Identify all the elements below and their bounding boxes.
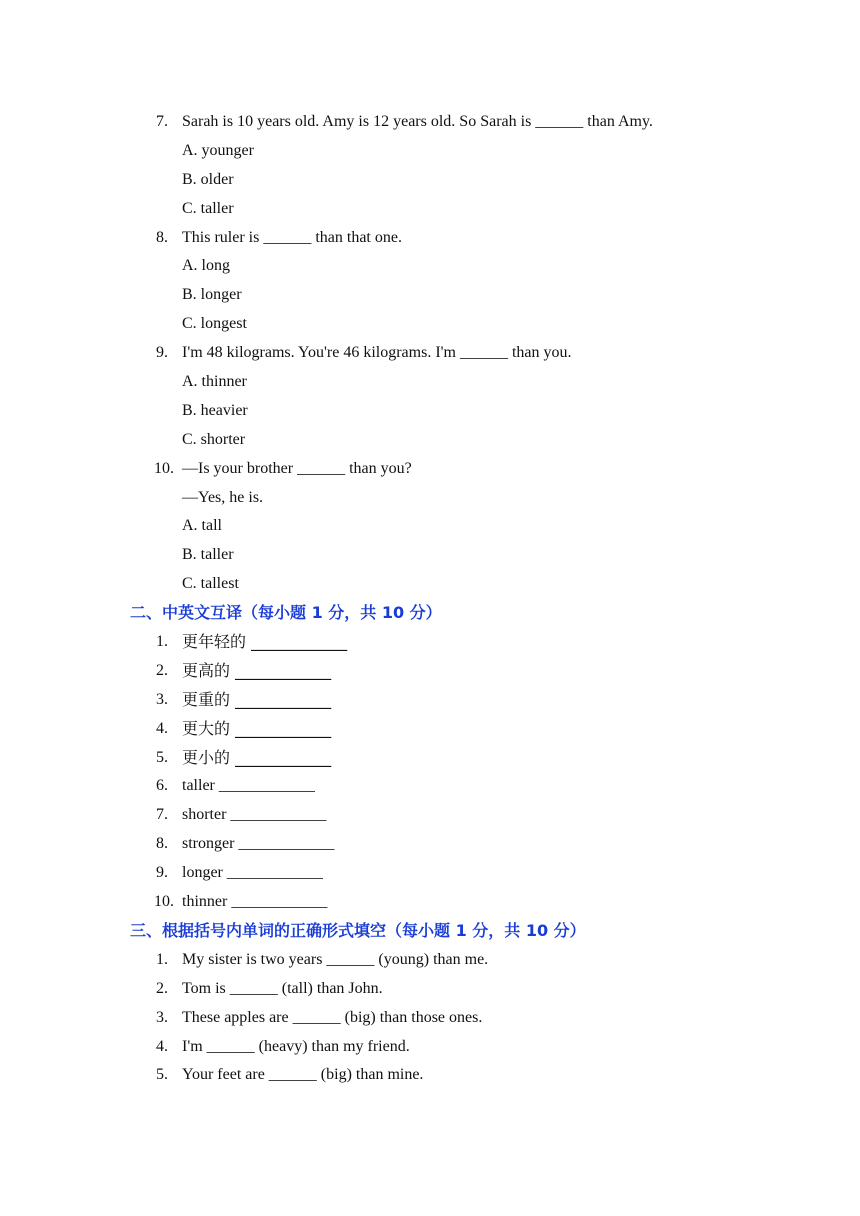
item-number: 2. <box>156 979 168 997</box>
translation-item <box>0 628 860 657</box>
item-text: My sister is two years ______ (young) than me. <box>182 950 489 968</box>
worksheet-page <box>0 108 860 1090</box>
reply-text: —Yes, he is. <box>182 488 264 506</box>
option-text: A. younger <box>182 141 254 159</box>
fill-in-item <box>0 1033 860 1062</box>
question-8 <box>0 224 860 253</box>
option-text: C. tallest <box>182 575 239 593</box>
section-heading-translation <box>0 599 860 628</box>
question-number: 9. <box>156 344 168 362</box>
item-number: 4. <box>156 719 168 737</box>
translation-item <box>0 859 860 888</box>
item-text: stronger ____________ <box>182 835 335 853</box>
option-text: C. longest <box>182 315 247 333</box>
translation-item <box>0 744 860 773</box>
option-text: C. shorter <box>182 430 246 448</box>
option-text: B. longer <box>182 286 242 304</box>
translation-item <box>0 686 860 715</box>
translation-item <box>0 888 860 917</box>
item-number: 3. <box>156 1008 168 1026</box>
option-text: A. thinner <box>182 373 247 391</box>
option <box>0 195 860 224</box>
question-stem: —Is your brother ______ than you? <box>182 459 412 477</box>
item-number: 8. <box>156 835 168 853</box>
item-number: 3. <box>156 690 168 708</box>
fill-in-item <box>0 1061 860 1090</box>
fill-in-item <box>0 946 860 975</box>
item-text: longer ____________ <box>182 864 323 882</box>
question-stem: Sarah is 10 years old. Amy is 12 years old. So Sarah is ______ than Amy. <box>182 113 653 130</box>
option <box>0 570 860 599</box>
item-number: 4. <box>156 1037 168 1055</box>
translation-item <box>0 830 860 859</box>
option <box>0 310 860 339</box>
option-text: B. older <box>182 170 234 188</box>
item-number: 5. <box>156 748 168 766</box>
option-text: C. taller <box>182 199 234 217</box>
item-text: I'm ______ (heavy) than my friend. <box>182 1037 410 1055</box>
item-text: 更小的 ____________ <box>182 747 332 767</box>
item-text: 更高的 ____________ <box>182 660 332 680</box>
option <box>0 541 860 570</box>
item-number: 7. <box>156 806 168 824</box>
question-10 <box>0 455 860 484</box>
item-text: taller ____________ <box>182 777 315 795</box>
item-text: These apples are ______ (big) than those ones. <box>182 1008 483 1026</box>
option-text: B. heavier <box>182 401 248 419</box>
fill-in-item <box>0 975 860 1004</box>
question-stem: This ruler is ______ than that one. <box>182 228 402 246</box>
option-text: A. long <box>182 257 230 275</box>
item-text: 更年轻的 ____________ <box>182 632 348 652</box>
item-number: 6. <box>156 777 168 795</box>
item-text: Your feet are ______ (big) than mine. <box>182 1066 424 1084</box>
item-number: 5. <box>156 1066 168 1084</box>
option <box>0 166 860 195</box>
translation-item <box>0 801 860 830</box>
item-text: Tom is ______ (tall) than John. <box>182 979 383 997</box>
question-9 <box>0 339 860 368</box>
question-number: 7. <box>156 113 168 130</box>
option <box>0 252 860 281</box>
item-text: 更重的 ____________ <box>182 689 332 709</box>
item-number: 9. <box>156 864 168 882</box>
option <box>0 137 860 166</box>
section-heading-fill-in <box>0 917 860 946</box>
item-number: 2. <box>156 661 168 679</box>
option-text: B. taller <box>182 546 234 564</box>
item-number: 1. <box>156 950 168 968</box>
item-number: 1. <box>156 633 168 651</box>
item-text: shorter ____________ <box>182 806 327 824</box>
option <box>0 512 860 541</box>
question-7 <box>0 108 860 137</box>
item-number: 10. <box>154 893 174 911</box>
translation-item <box>0 772 860 801</box>
dialogue-reply <box>0 484 860 513</box>
item-text: thinner ____________ <box>182 893 328 911</box>
question-number: 10. <box>154 459 174 477</box>
option <box>0 397 860 426</box>
question-stem: I'm 48 kilograms. You're 46 kilograms. I'm ______ than you. <box>182 344 572 362</box>
section-heading-text: 三、根据括号内单词的正确形式填空（每小题 1 分，共 10 分） <box>130 920 586 940</box>
item-text: 更大的 ____________ <box>182 718 332 738</box>
section-heading-text: 二、中英文互译（每小题 1 分，共 10 分） <box>130 603 442 623</box>
fill-in-item <box>0 1004 860 1033</box>
option-text: A. tall <box>182 517 222 535</box>
option <box>0 426 860 455</box>
translation-item <box>0 657 860 686</box>
option <box>0 281 860 310</box>
translation-item <box>0 715 860 744</box>
option <box>0 368 860 397</box>
question-number: 8. <box>156 228 168 246</box>
